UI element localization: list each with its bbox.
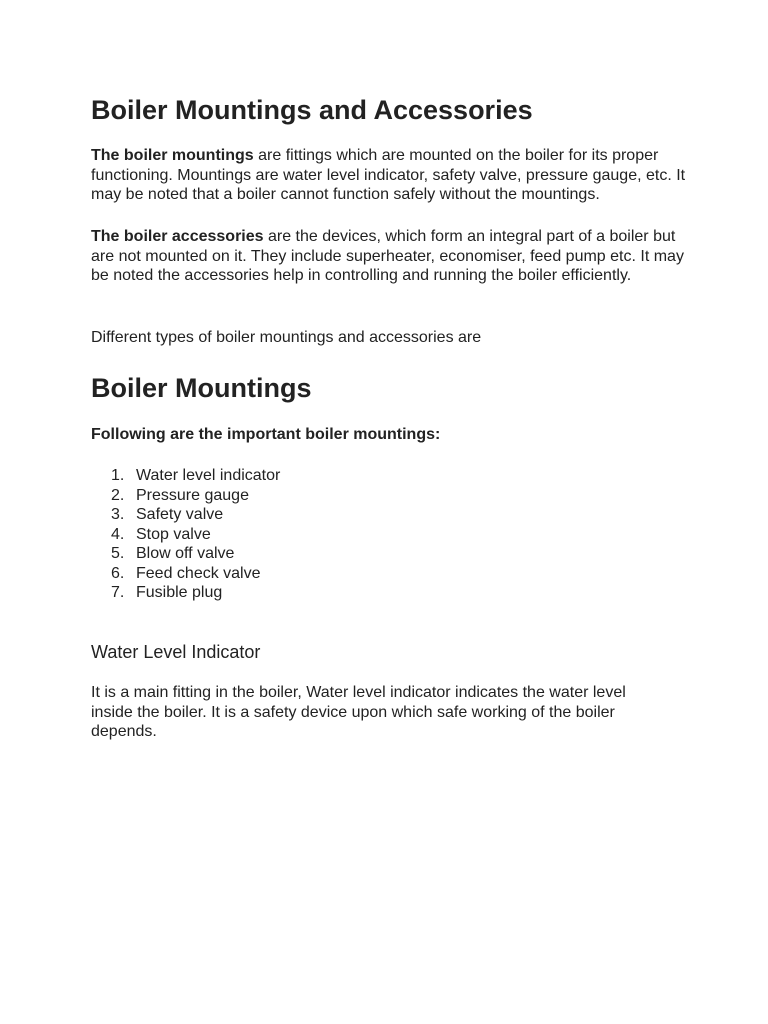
mountings-list bbox=[91, 466, 280, 603]
list-item-number: 7. bbox=[111, 584, 125, 601]
list-item-label: Fusible plug bbox=[136, 584, 223, 601]
list-item-label: Stop valve bbox=[136, 525, 211, 543]
list-item bbox=[91, 505, 280, 525]
page-title: Boiler Mountings and Accessories bbox=[91, 95, 533, 125]
accessories-term: The boiler accessories bbox=[91, 228, 264, 245]
list-item-number: 3. bbox=[111, 506, 125, 523]
list-item-number: 1. bbox=[111, 467, 125, 484]
list-item bbox=[91, 486, 280, 506]
mountings-term: The boiler mountings bbox=[91, 147, 254, 164]
accessories-definition-text: are the devices, which form an integral part of a boiler but are not mounted on it. They include superheater, economiser, feed pump etc. It may be noted the accessories help in controlling and running the boiler efficiently. bbox=[91, 228, 684, 284]
mountings-definition-text: are fittings which are mounted on the boiler for its proper functioning. Mountings are water level indicator, safety valve, pressure gauge, etc. It may be noted that a boiler cannot function safely without the mountings. bbox=[91, 147, 686, 203]
list-item bbox=[91, 583, 280, 603]
list-item-label: Feed check valve bbox=[136, 564, 261, 582]
list-item-number: 5. bbox=[111, 545, 125, 562]
list-item-label: Pressure gauge bbox=[136, 486, 249, 504]
water-level-indicator-paragraph: It is a main fitting in the boiler, Water level indicator indicates the water level inside the boiler. It is a safety device upon which safe working of the boiler depends. bbox=[91, 684, 626, 740]
list-item-number: 6. bbox=[111, 564, 125, 582]
list-item bbox=[91, 525, 280, 545]
types-intro-line: Different types of boiler mountings and accessories are bbox=[91, 329, 482, 346]
list-item bbox=[91, 466, 280, 486]
accessories-definition-paragraph bbox=[91, 227, 691, 286]
list-item-label: Water level indicator bbox=[136, 467, 281, 484]
list-item-number: 2. bbox=[111, 486, 125, 504]
list-item-label: Blow off valve bbox=[136, 545, 235, 562]
subheading-water-level-indicator: Water Level Indicator bbox=[91, 642, 261, 662]
list-item bbox=[91, 544, 280, 564]
mountings-list-lead: Following are the important boiler mountings: bbox=[91, 426, 441, 443]
mountings-definition-paragraph bbox=[91, 146, 691, 205]
section-heading-boiler-mountings: Boiler Mountings bbox=[91, 373, 312, 403]
list-item-number: 4. bbox=[111, 525, 125, 543]
list-item bbox=[91, 564, 280, 584]
list-item-label: Safety valve bbox=[136, 506, 224, 523]
